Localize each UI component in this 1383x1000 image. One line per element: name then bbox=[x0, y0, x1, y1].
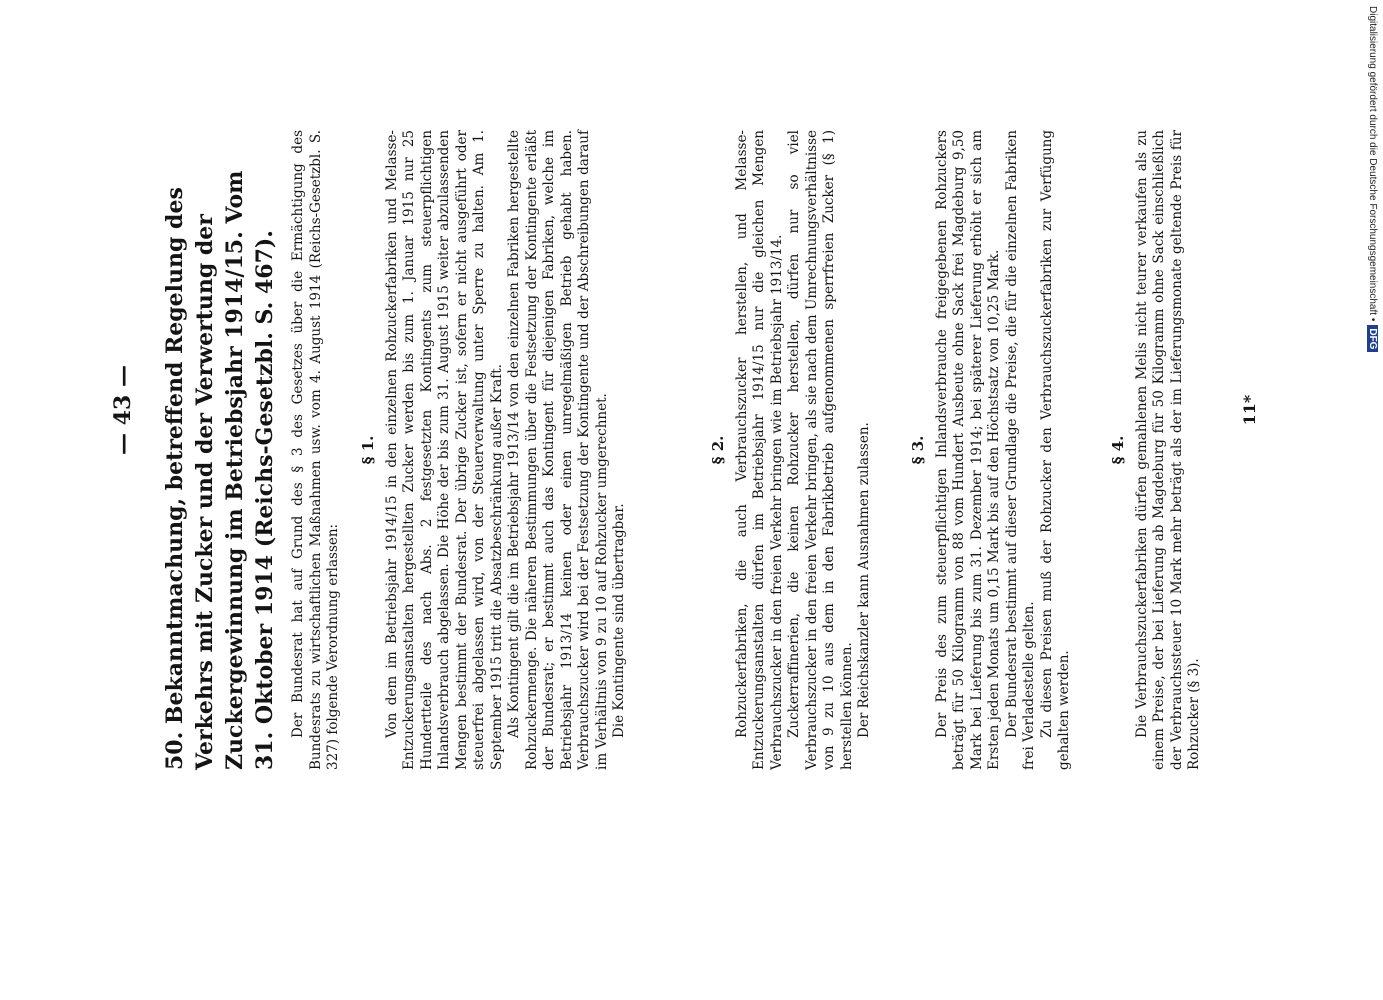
document-title: 50. Bekanntmachung, betreffend Regelung des Verkehrs mit Zucker und der Verwertung der Zuckergewinnung im Betriebsjahr 1914/15. Vom 31. Oktober 1914 (Reichs-Gesetzbl. S. 467). bbox=[162, 170, 278, 770]
section-paragraph: Der Preis des zum steuerpflichtigen Inlandsverbrauche freigegebenen Rohzuckers beträgt für 50 Kilogramm von 88 vom Hundert Ausbeute ohne Sack frei Magdeburg 9,50 Mark bei Lieferung bis zum 31. Dezember 1914; bei späterer Lieferung erhöht er sich am Ersten jeden Monats um 0,15 Mark bis auf den Höchstsatz von 10,25 Mark. bbox=[933, 130, 1002, 770]
section-3 bbox=[910, 130, 1074, 770]
intro-paragraph: Der Bundesrat hat auf Grund des § 3 des Gesetzes über die Ermächtigung des Bundesrats zu wirtschaftlichen Maßnahmen usw. vom 4. August 1914 (Reichs-Gesetzbl. S. 327) folgende Verordnung erlassen: bbox=[290, 130, 341, 770]
section-paragraph: Zuckerraffinerien, die keinen Rohzucker herstellen, dürfen nur so viel Verbrauchszucker in den freien Verkehr bringen, als sie nach dem Umrechnungsverhältnisse von 9 zu 10 aus dem in den Fabrikbetrieb aufgenommenen sperrfreien Zucker (§ 1) herstellen können. bbox=[786, 130, 855, 770]
dfg-logo: DFG bbox=[1367, 325, 1378, 352]
section-paragraph: Der Reichskanzler kann Ausnahmen zulassen. bbox=[856, 422, 872, 738]
section-paragraph: Der Bundesrat bestimmt auf dieser Grundlage die Preise, die für die einzelnen Fabriken frei Verladestelle gelten. bbox=[1003, 130, 1037, 770]
digitization-credit bbox=[1367, 6, 1378, 352]
section-paragraph: Die Verbrauchszuckerfabriken dürfen gemahlenen Melis nicht teurer verkaufen als zu einem Preise, der bei Lieferung ab Magdeburg für 50 Kilogramm ohne Sack einschließlich der Verbrauchssteuer 10 Mark mehr beträgt als der im Lieferungsmonate geltende Preis für Rohzucker (§ 3). bbox=[1133, 130, 1202, 770]
section-paragraph: Zu diesen Preisen muß der Rohzucker den Verbrauchszuckerfabriken zur Verfügung gehalten werden. bbox=[1038, 130, 1072, 770]
section-paragraph: Rohzuckerfabriken, die auch Verbrauchszucker herstellen, und Melasse-Entzuckerungsanstalten dürfen im Betriebsjahr 1914/15 nur die gleichen Mengen Verbrauchszucker in den freien Verkehr bringen wie im Betriebsjahr 1913/14. bbox=[733, 130, 785, 770]
intro-block bbox=[290, 130, 343, 770]
section-heading: § 1. bbox=[359, 435, 377, 465]
section-heading: § 2. bbox=[709, 435, 727, 465]
rotated-document-page bbox=[110, 50, 1300, 770]
credit-text: Digitalisierung gefördert durch die Deutsche Forschungsgemeinschaft • bbox=[1367, 6, 1378, 322]
section-2 bbox=[710, 130, 874, 770]
section-paragraph: Von dem im Betriebsjahr 1914/15 in den einzelnen Rohzuckerfabriken und Melasse-Entzuckerungsanstalten hergestellten Zucker werden bis zum 1. Januar 1915 nur 25 Hundertteile des nach Abs. 2 festgesetzten Kontingents zum steuerpflichtigen Inlandsverbrauch abgelassen. Die Höhe der bis zum 31. August 1915 weiter abzulassenden Mengen bestimmt der Bundesrat. Der übrige Zucker ist, sofern er nicht ausgeführt oder steuerfrei abgelassen wird, von der Steuerverwaltung unter Sperre zu halten. Am 1. September 1915 tritt die Absatzbeschränkung außer Kraft. bbox=[383, 130, 505, 770]
section-paragraph: Als Kontingent gilt die im Betriebsjahr 1913/14 von den einzelnen Fabriken hergestellte Rohzuckermenge. Die näheren Bestimmungen über die Festsetzung der Kontingente erläßt der Bundesrat; er bestimmt auch das Kontingent für diejenigen Fabriken, welche im Betriebsjahr 1913/14 keinen oder einen unregelmäßigen Betrieb gehabt haben. Verbrauchszucker wird bei der Festsetzung der Kontingente und der Abschreibungen darauf im Verhältnis von 9 zu 10 auf Rohzucker umgerechnet. bbox=[506, 130, 610, 770]
section-4 bbox=[1110, 130, 1204, 770]
section-1 bbox=[360, 130, 629, 770]
section-heading: § 3. bbox=[909, 435, 927, 465]
section-paragraph: Die Kontingente sind übertragbar. bbox=[611, 503, 627, 738]
section-heading: § 4. bbox=[1109, 435, 1127, 465]
signature-mark: 11* bbox=[1240, 394, 1259, 426]
page-number: — 43 — bbox=[110, 365, 136, 455]
